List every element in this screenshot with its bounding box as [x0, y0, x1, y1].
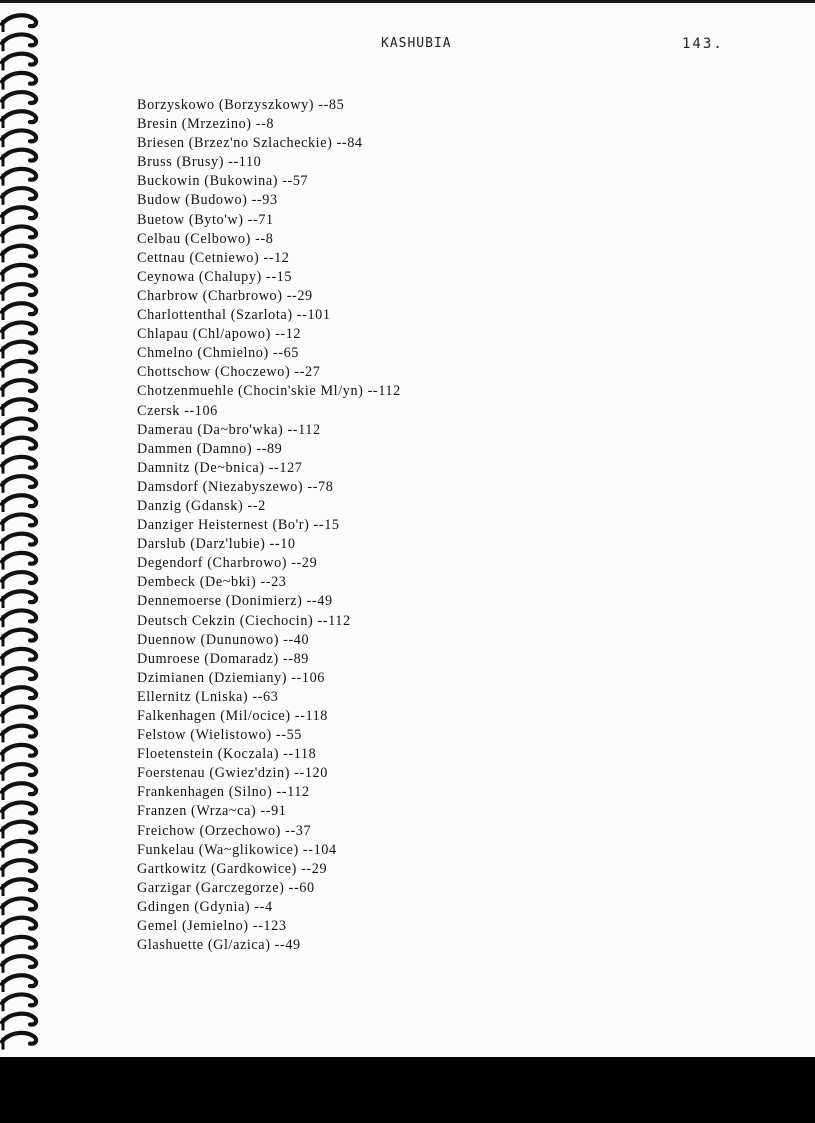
gazetteer-entry-list: [137, 96, 401, 955]
list-item: Funkelau (Wa~glikowice) --104: [137, 841, 337, 858]
list-item: Damerau (Da~bro'wka) --112: [137, 421, 321, 438]
list-item: Ellernitz (Lniska) --63: [137, 688, 279, 705]
list-item: Franzen (Wrza~ca) --91: [137, 803, 287, 820]
page-number: 143.: [682, 36, 724, 52]
list-item: Gemel (Jemielno) --123: [137, 918, 287, 935]
list-item: Gartkowitz (Gardkowice) --29: [137, 860, 328, 877]
list-item: Duennow (Dununowo) --40: [137, 631, 310, 648]
list-item: Charlottenthal (Szarlota) --101: [137, 307, 331, 324]
list-item: Garzigar (Garczegorze) --60: [137, 879, 315, 896]
list-item: Falkenhagen (Mil/ocice) --118: [137, 708, 329, 724]
spiral-binding-icon: [0, 0, 44, 1060]
list-item: Freichow (Orzechowo) --37: [137, 822, 312, 839]
top-edge-line: [0, 0, 815, 3]
list-item: Borzyskowo (Borzyszkowy) --85: [137, 97, 345, 113]
list-item: Charbrow (Charbrowo) --29: [137, 287, 313, 304]
list-item: Felstow (Wielistowo) --55: [137, 727, 302, 744]
list-item: Dembeck (De~bki) --23: [137, 574, 287, 591]
list-item: Darslub (Darz'lubie) --10: [137, 536, 296, 553]
list-item: Dennemoerse (Donimierz) --49: [137, 593, 333, 610]
list-item: Czersk --106: [137, 402, 218, 419]
list-item: Bresin (Mrzezino) --8: [137, 116, 275, 133]
list-item: Buckowin (Bukowina) --57: [137, 173, 309, 190]
list-item: Floetenstein (Koczala) --118: [137, 746, 317, 763]
list-item: Cettnau (Cetniewo) --12: [137, 249, 290, 266]
list-item: Chotzenmuehle (Chocin'skie Ml/yn) --112: [137, 383, 401, 400]
list-item: Frankenhagen (Silno) --112: [137, 784, 310, 801]
list-item: Gdingen (Gdynia) --4: [137, 898, 273, 915]
list-item: Chottschow (Choczewo) --27: [137, 364, 321, 381]
list-item: Degendorf (Charbrowo) --29: [137, 555, 318, 572]
list-item: Celbau (Celbowo) --8: [137, 230, 274, 247]
list-item: Damsdorf (Niezabyszewo) --78: [137, 478, 334, 495]
list-item: Dzimianen (Dziemiany) --106: [137, 669, 325, 686]
list-item: Danziger Heisternest (Bo'r) --15: [137, 517, 340, 534]
list-item: Dammen (Damno) --89: [137, 440, 283, 457]
list-item: Bruss (Brusy) --110: [137, 154, 262, 171]
list-item: Budow (Budowo) --93: [137, 192, 278, 209]
list-item: Dumroese (Domaradz) --89: [137, 650, 309, 667]
scan-bottom-border: [0, 1057, 815, 1123]
list-item: Ceynowa (Chalupy) --15: [137, 268, 293, 285]
list-item: Chlapau (Chl/apowo) --12: [137, 326, 302, 343]
list-item: Foerstenau (Gwiez'dzin) --120: [137, 765, 328, 782]
list-item: Briesen (Brzez'no Szlacheckie) --84: [137, 135, 363, 152]
list-item: Buetow (Byto'w) --71: [137, 211, 274, 228]
list-item: Glashuette (Gl/azica) --49: [137, 937, 301, 954]
list-item: Chmelno (Chmielno) --65: [137, 345, 299, 362]
running-header-title: KASHUBIA: [381, 36, 452, 51]
list-item: Damnitz (De~bnica) --127: [137, 459, 303, 476]
list-item: Danzig (Gdansk) --2: [137, 497, 266, 514]
list-item: Deutsch Cekzin (Ciechocin) --112: [137, 612, 351, 629]
